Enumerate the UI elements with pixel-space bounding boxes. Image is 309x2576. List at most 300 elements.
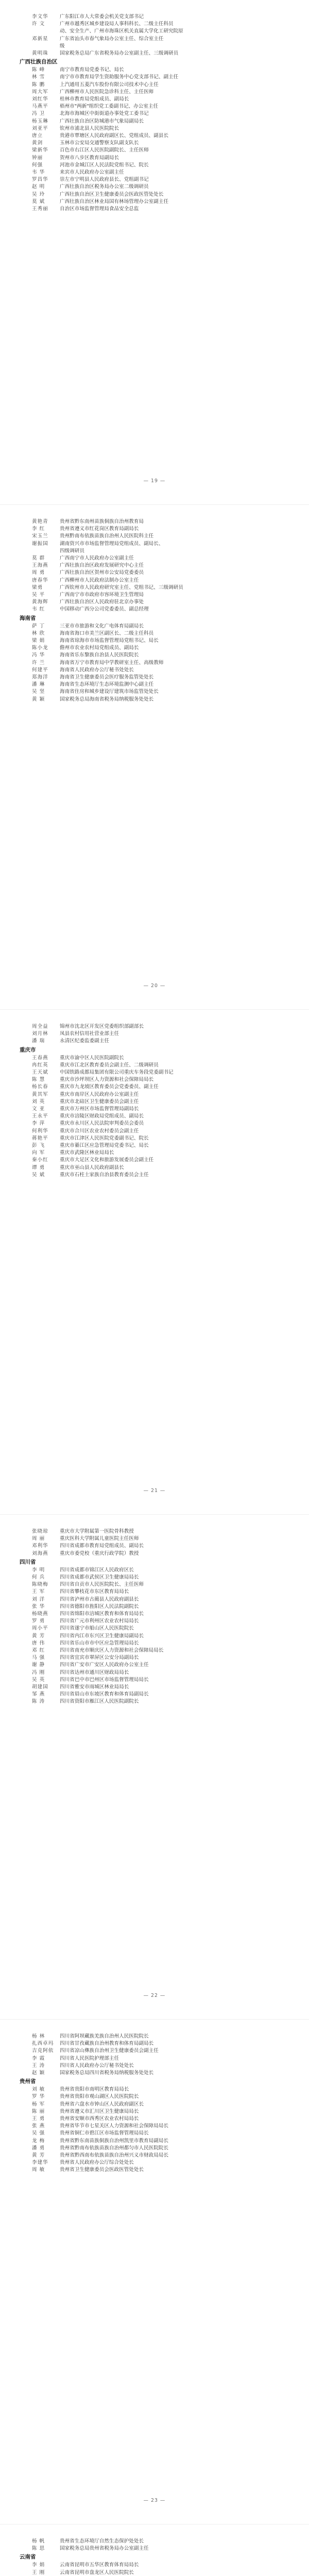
person-title: 海南省乐东黎族自治县人民医院院长 — [60, 652, 139, 658]
person-name: 许 文 — [32, 21, 45, 27]
person-title: 广西壮族自治区人民政府驻北京办事处 — [60, 599, 144, 605]
person-title: 贵州省铜仁市碧江区市场监督管理局局长 — [60, 2130, 149, 2137]
person-title: 贵港市覃塘区人民政府副区长、党组成员、副县长 — [60, 133, 169, 139]
list-item — [32, 2538, 284, 2545]
list-item — [32, 1611, 284, 1618]
list-item — [32, 1172, 284, 1179]
person-title: 贵州省贵阳市南明区教育局局长 — [60, 2087, 129, 2093]
person-title: 四川省阿坝藏族羌族自治州人民医院院长 — [60, 2033, 149, 2039]
person-name: 李建华 — [32, 2160, 48, 2166]
list-item — [32, 1633, 284, 1640]
list-item — [32, 74, 284, 81]
person-name: 周 丽 — [32, 1536, 45, 1542]
person-name: 李 萍 — [32, 1121, 45, 1127]
list-item — [32, 2040, 284, 2047]
person-name: 谢 静 — [32, 1662, 45, 1668]
person-title: 四川省资阳市雁江区人民医院副院长 — [60, 1699, 139, 1705]
person-title: 贵州省毕节市七星关区人力资源和社会保障局局长 — [60, 2123, 169, 2129]
list-item — [32, 1069, 284, 1076]
list-item — [32, 2101, 284, 2108]
list-item — [32, 198, 284, 206]
person-title: 重庆市九龙坡区教育委员会党委委员、副主任 — [60, 1084, 159, 1090]
person-title: 四川省内江市东兴区卫生健康局副局长 — [60, 1633, 144, 1639]
person-title: 锦州市沈北区开发区党委组织部副部长 — [60, 1024, 144, 1029]
person-title: 钦州市浦北县人民医院院长 — [60, 125, 119, 131]
person-title: 广西壮族自治区贺州市公安局党委委员 — [60, 570, 144, 576]
list-item — [32, 1164, 284, 1172]
person-name: 吴 玲 — [32, 191, 45, 197]
list-item — [32, 562, 284, 569]
person-title: 北海市海城区中街街道办事处党工委书记 — [60, 111, 149, 117]
person-name: 钟丽 — [32, 155, 43, 161]
list-item — [32, 606, 284, 613]
person-name: 黄 芳 — [32, 1633, 45, 1639]
page-content — [20, 2033, 284, 2174]
person-name: 杨 林 — [32, 2033, 45, 2039]
person-title: 广西壮族自治区林业局国有林场管理办公室副主任 — [60, 198, 169, 205]
person-name: 邓新星 — [32, 36, 48, 42]
page-number: — 20 — — [143, 983, 166, 989]
entry-continuation — [32, 43, 284, 50]
person-title: 广西壮族自治区政府发展研究中心主任 — [60, 563, 144, 569]
person-name: 吴 平 — [32, 592, 45, 598]
person-name: 刘红华 — [32, 96, 48, 103]
list-item — [32, 36, 284, 43]
person-name: 胡建国 — [32, 1684, 48, 1690]
person-name: 宋玉兰 — [32, 533, 48, 539]
person-name: 罗 华 — [32, 2094, 45, 2100]
person-name: 韦 红 — [32, 606, 45, 613]
person-title: 贵州省黔东南州苗族侗族自治州教育局 — [60, 519, 144, 524]
person-title: 上汽通用五菱汽车股份有限公司技术中心主任 — [60, 81, 159, 88]
person-name: 周 勇 — [32, 570, 45, 576]
document-page — [0, 1010, 309, 1515]
person-name: 韦 华 — [32, 170, 45, 176]
list-item — [32, 191, 284, 198]
person-name: 冯 华 — [32, 652, 45, 658]
person-title: 贵州省遵义市红花岗区教育局副局长 — [60, 526, 139, 532]
list-item — [32, 1083, 284, 1091]
list-item — [32, 518, 284, 526]
person-title: 四川省遂宁市船山区人民医院院长 — [60, 1625, 134, 1632]
person-name: 罗 勇 — [32, 1618, 45, 1624]
person-name: 文 亚 — [32, 1106, 45, 1112]
list-item — [32, 1567, 284, 1574]
list-item — [32, 81, 284, 89]
list-item — [32, 577, 284, 584]
list-item — [32, 1038, 284, 1045]
list-item — [32, 696, 284, 703]
person-name: 蒋艳平 — [32, 1135, 48, 1141]
page-content — [20, 1528, 284, 1706]
person-name: 陈 思 — [32, 2546, 45, 2552]
list-item — [32, 2055, 284, 2062]
person-title: 贵州黔南布依族苗族自治州人民医院科主任 — [60, 533, 154, 539]
person-name: 杨长春 — [32, 1084, 48, 1090]
list-item — [32, 533, 284, 540]
person-name: 罗昌华 — [32, 177, 48, 183]
person-name: 陈 峰 — [32, 67, 45, 73]
list-item — [32, 2159, 284, 2166]
person-title: 贵州省贵阳市观山湖区人民医院院长 — [60, 2094, 139, 2100]
list-item — [32, 125, 284, 132]
document-page — [0, 1515, 309, 2020]
person-title: 湖南资兴市市场监督管理局党组成员、副局长、 — [60, 540, 164, 547]
list-item — [32, 2086, 284, 2093]
list-item — [32, 637, 284, 645]
person-title: 重庆市万州区市场监督管理局副局长 — [60, 1106, 139, 1112]
list-item — [32, 526, 284, 533]
list-item — [32, 1113, 284, 1120]
list-item — [32, 1684, 284, 1691]
person-title: 海南省卫生健康委员会医疗服务监管处处长 — [60, 674, 154, 681]
person-name: 刘海燕 — [32, 1550, 48, 1556]
page-content — [20, 1023, 284, 1179]
person-name: 冯 卫 — [32, 111, 45, 117]
person-title: 广西壮族自治区税务局办公室二级调研员 — [60, 184, 149, 190]
region-heading: 云南省 — [20, 2554, 36, 2561]
person-title: 广西壮族自治区防城港市气象局副局长 — [60, 118, 144, 124]
person-title: 广西钦州市人民政府研究室主任、党组书记、三级调研员 — [60, 584, 183, 590]
person-name: 杨晓燕 — [32, 1611, 48, 1617]
person-title: 中国移动广西分公司党委委员、副总经理 — [60, 606, 149, 613]
person-name: 萨 丁 — [32, 623, 45, 629]
person-name: 黄海辉 — [32, 599, 48, 605]
person-name: 吉克阿依 — [32, 2048, 54, 2054]
person-name: 陈 涛 — [32, 1699, 45, 1705]
person-title: 四川省自贡市人民医院院长、主任医师 — [60, 1582, 144, 1588]
person-name: 刘亚平 — [32, 125, 48, 131]
person-name: 王海燕 — [32, 563, 48, 569]
list-item — [32, 1691, 284, 1698]
person-name: 陈 慧 — [32, 1077, 45, 1083]
person-title: 重庆市大学附属第一医院骨科教授 — [60, 1529, 134, 1534]
list-item — [32, 1128, 284, 1135]
person-title: 贵州省生态环境厅自然生态保护处处长 — [60, 2538, 144, 2544]
person-title: 云南省昆明市五华区教育体育局局长 — [60, 2562, 139, 2568]
person-name: 黄艳青 — [32, 519, 48, 524]
person-title: 三亚市市旅游和文化广电体育局副局长 — [60, 623, 144, 629]
list-item — [32, 169, 284, 176]
person-name: 赵 明 — [32, 184, 45, 190]
person-name: 周大军 — [32, 89, 48, 95]
person-title: 贺州市八步区教育局副局长 — [60, 155, 119, 161]
list-item — [32, 555, 284, 562]
person-name: 李 霞 — [32, 2055, 45, 2061]
person-title: 四川省乐山市市中区应急管理局局长 — [60, 1640, 139, 1646]
list-item — [32, 2130, 284, 2137]
person-name: 王永平 — [32, 1113, 48, 1120]
person-name: 何强 — [32, 162, 43, 168]
person-title: 重庆市委党校（重庆行政学院）教授 — [60, 1550, 139, 1556]
person-title: 广西柳州市人民医院急诊科主任、主任医师 — [60, 89, 154, 95]
person-title: 重庆医科大学附属儿童医院主任医师 — [60, 1536, 139, 1542]
entry-continuation — [32, 548, 284, 555]
list-item — [32, 1647, 284, 1654]
list-item — [32, 652, 284, 659]
person-title: 四川省人民政府办公厅秘书处处长 — [60, 2062, 134, 2069]
person-name: 杨玉琳 — [32, 118, 48, 124]
person-name: 吴 斌 — [32, 1172, 45, 1178]
list-item — [32, 66, 284, 74]
person-title: 海南省万宁市教育局中学教研室主任、高级教师 — [60, 659, 164, 666]
list-item — [32, 96, 284, 103]
list-item — [32, 688, 284, 696]
region-heading: 重庆市 — [20, 1046, 36, 1053]
person-title: 桂林市教育局党组成员、副局长 — [60, 96, 129, 103]
list-item — [32, 674, 284, 681]
person-title: 南宁市教育局党委书记、局长 — [60, 67, 124, 73]
person-title: 重庆市巫山县人民政府副县长 — [60, 1164, 124, 1171]
list-item — [32, 1543, 284, 1550]
person-title: 国家税务总局海南省税务局纳税服务处处长 — [60, 696, 154, 702]
person-title: 贵州省黔南布依族苗族自治州都匀市人民医院院长 — [60, 2145, 169, 2151]
person-title: 重庆市江津区人民医院党委副书记、院长 — [60, 1135, 149, 1141]
person-title: 南宁市市教育局学生资助服务中心党支部书记、副主任 — [60, 74, 179, 80]
person-name: 王秀丽 — [32, 206, 48, 212]
person-name: 谢振国 — [32, 540, 48, 547]
person-name: 冉红英 — [32, 1062, 48, 1068]
list-item — [32, 2569, 284, 2576]
list-item — [32, 1091, 284, 1098]
person-name: 林 雪 — [32, 74, 45, 80]
list-item — [32, 591, 284, 599]
page-content — [20, 13, 284, 213]
person-name: 王天斌 — [32, 1070, 48, 1076]
person-title: 重庆市大足区文化和旅游发展委员会副主任 — [60, 1157, 154, 1163]
person-name: 李 明 — [32, 1567, 45, 1573]
list-item — [32, 103, 284, 110]
list-item — [32, 183, 284, 191]
person-title: 四川省甘孜藏族自治州教育和体育局副局长 — [60, 2041, 154, 2047]
person-title: 贵州省黔西南布依族苗族自治州兴义市财政局局长 — [60, 2153, 169, 2159]
list-item — [32, 630, 284, 637]
person-title: 自治区市场监督管理局食品安全总监 — [60, 206, 139, 212]
list-item — [32, 2138, 284, 2145]
person-name: 邓 红 — [32, 1648, 45, 1654]
person-title: 四级调研员 — [60, 548, 84, 554]
person-name: 周小平 — [32, 1625, 48, 1632]
list-item — [32, 1106, 284, 1113]
person-name: 张 燕 — [32, 2123, 45, 2129]
person-title: 崇左市宁明县人民政府县长、党组副书记 — [60, 177, 149, 183]
person-title: 重庆市合川区农业农村委员会副主任 — [60, 1128, 139, 1134]
list-item — [32, 1596, 284, 1603]
list-item — [32, 540, 284, 548]
list-item — [32, 1076, 284, 1083]
person-title: 重庆市永川区人民法院审判委员会委员 — [60, 1121, 144, 1127]
person-title: 百色市右江区人民医院副院长、主任医师 — [60, 147, 149, 154]
person-title: 四川省人民医院护理部主任 — [60, 2055, 119, 2061]
person-title: 四川省雅安市雨城区林业局局长 — [60, 1684, 129, 1690]
list-item — [32, 2033, 284, 2040]
person-name: 梁勇 — [32, 584, 43, 590]
person-name: 何建平 — [32, 667, 48, 673]
person-name: 潘 琳 — [32, 682, 45, 688]
person-name: 冯 刚 — [32, 1669, 45, 1675]
entry-continuation — [32, 28, 284, 35]
person-title: 凤县农村信用社营业部主任 — [60, 1031, 119, 1037]
person-title: 四川省巴中市巴州区市场监督管理局局长 — [60, 1676, 149, 1683]
page-content — [20, 2538, 284, 2576]
person-title: 贵州省安顺市西秀区农业农村局局长 — [60, 2116, 139, 2122]
person-title: 国家税务总局广东省税务局办公室副主任、三级调研员 — [60, 50, 179, 57]
person-title: 四川省达州市通川区财政局局长 — [60, 1669, 129, 1675]
person-name: 王 勇 — [32, 2116, 45, 2122]
list-item — [32, 89, 284, 96]
person-name: 吴 强 — [32, 2130, 45, 2137]
list-item — [32, 2093, 284, 2100]
list-item — [32, 584, 284, 591]
list-item — [32, 1669, 284, 1676]
person-name: 何利华 — [32, 1128, 48, 1134]
person-title: 重庆市涪陵区财政局党组成员、副局长 — [60, 1113, 144, 1120]
list-item — [32, 147, 284, 154]
person-title: 玉林市公安局交通警察支队副支队长 — [60, 140, 139, 146]
person-title: 贵州省卫生健康委员会医政医管处处长 — [60, 2167, 144, 2173]
person-name: 李 娟 — [32, 2562, 45, 2568]
region-heading: 海南省 — [20, 615, 36, 621]
list-item — [32, 2123, 284, 2130]
person-name: 刘月林 — [32, 1031, 48, 1037]
person-title: 国家税务总局四川省税务局纳税服务处处长 — [60, 2070, 154, 2076]
page-number: — 21 — — [143, 1488, 166, 1494]
person-title: 海南省琼海市市场监督管理局党组书记、局长 — [60, 638, 159, 644]
person-title: 来宾市人民政府办公室副主任 — [60, 170, 124, 176]
person-name: 林 欣 — [32, 630, 45, 636]
list-item — [32, 21, 284, 28]
list-item — [32, 2047, 284, 2055]
list-item — [32, 1149, 284, 1157]
person-title: 贵州省人民政府办公厅综合处处长 — [60, 2160, 134, 2166]
person-name: 许 兰 — [32, 659, 45, 666]
document-page — [0, 505, 309, 1010]
person-name: 潘 瑞 — [32, 1038, 45, 1044]
list-item — [32, 1625, 284, 1632]
person-title: 广西南宁市市政府市容环境卫生管理局 — [60, 592, 144, 598]
list-item — [32, 1574, 284, 1581]
person-name: 黄 芳 — [32, 2153, 45, 2159]
list-item — [32, 2152, 284, 2159]
person-title: 重庆市綦江区应急管理局党委书记、局长 — [60, 1143, 149, 1149]
person-name: 龙 梅 — [32, 2138, 45, 2144]
person-name: 梁 娟 — [32, 638, 45, 644]
person-name: 向 军 — [32, 1150, 45, 1156]
list-item — [32, 1098, 284, 1106]
person-name: 秦小红 — [32, 1157, 48, 1163]
person-title: 河池市金城江区人民法院党组书记、院长 — [60, 162, 149, 168]
list-item — [32, 1588, 284, 1596]
person-name: 唐春华 — [32, 577, 48, 583]
list-item — [32, 1157, 284, 1164]
person-title: 四川省成都市锦江区人民政府区长 — [60, 1567, 134, 1573]
person-title: 贵州省遵义市汇川区卫生健康局局长 — [60, 2108, 139, 2114]
person-name: 黄明珠 — [32, 50, 48, 57]
person-title: 海南省住房和城乡建设厅建筑市场监管处处长 — [60, 689, 159, 695]
list-item — [32, 118, 284, 125]
list-item — [32, 50, 284, 57]
person-name: 黄 颖 — [32, 696, 45, 702]
person-name: 王 刚 — [32, 2569, 45, 2575]
list-item — [32, 1618, 284, 1625]
list-item — [32, 623, 284, 630]
list-item — [32, 645, 284, 652]
person-name: 陈 鹏 — [32, 81, 45, 88]
person-title: 四川省德阳市旌阳区人民法院副院长 — [60, 1603, 139, 1609]
person-title: 四川省眉山市东坡区教育和体育局副局长 — [60, 1691, 149, 1698]
list-item — [32, 1662, 284, 1669]
list-item — [32, 2545, 284, 2552]
list-item — [32, 1640, 284, 1647]
person-title: 广东阳江市人大常委会机关党支部书记 — [60, 14, 144, 20]
person-title: 四川省泸州市古蔺县人民政府副县长 — [60, 1596, 139, 1602]
region-heading: 四川省 — [20, 1558, 36, 1565]
list-item — [32, 13, 284, 21]
person-title: 重庆市南岸区人民政府办公室副主任 — [60, 1091, 139, 1097]
person-name: 吴 英 — [32, 1676, 45, 1683]
person-title: 重庆市江北区教育委员会副主任、二级调研员 — [60, 1062, 159, 1068]
person-name: 张晓琼 — [32, 1529, 48, 1534]
person-title: 四川省攀枝花市东区教育局局长 — [60, 1589, 129, 1595]
person-name: 陈晓梅 — [32, 1582, 48, 1588]
list-item — [32, 2562, 284, 2569]
region-heading: 贵州省 — [20, 2078, 36, 2085]
person-title: 云南省昆明市盘龙区人民医院院长 — [60, 2569, 134, 2575]
person-name: 李文华 — [32, 14, 48, 20]
list-item — [32, 2145, 284, 2152]
person-name: 刘 洋 — [32, 1596, 45, 1602]
list-item — [32, 1062, 284, 1069]
list-item — [32, 667, 284, 674]
person-name: 郑海洋 — [32, 674, 48, 681]
person-title: 广西南宁市人民政府办公室副主任 — [60, 555, 134, 562]
person-title: 贵州省六盘水市钟山区人民政府副区长 — [60, 2101, 144, 2107]
person-title: 国家税务总局贵州省税务局办公室副主任 — [60, 2546, 149, 2552]
person-title: 重庆市北碚区卫生健康委员会副主任 — [60, 1098, 139, 1105]
page-number: — 22 — — [143, 1993, 166, 1998]
list-item — [32, 1135, 284, 1142]
person-title: 海南省人民政府办公厅秘书处处长 — [60, 667, 134, 673]
person-name: 莫 斌 — [32, 198, 45, 205]
list-item — [32, 1676, 284, 1684]
list-item — [32, 599, 284, 606]
person-name: 马燕平 — [32, 104, 48, 110]
person-name: 黄剑 — [32, 140, 43, 146]
person-name: 王 涛 — [32, 2062, 45, 2069]
list-item — [32, 155, 284, 162]
person-name: 陈 丽 — [32, 2108, 45, 2114]
person-name: 杨 帆 — [32, 2538, 45, 2544]
list-item — [32, 2062, 284, 2070]
person-title: 儋州市农业农村局党组成员、副局长 — [60, 645, 139, 651]
person-name: 李 红 — [32, 526, 45, 532]
person-name: 张 华 — [32, 1603, 45, 1609]
person-title: 四川省绵阳市涪城区教育和体育局局长 — [60, 1611, 144, 1617]
person-name: 周 敏 — [32, 2167, 45, 2173]
document-page — [0, 2020, 309, 2524]
person-title: 重庆市武隆区林业局局长 — [60, 1150, 114, 1156]
list-item — [32, 569, 284, 577]
person-name: 彭 飞 — [32, 1143, 45, 1149]
person-title: 广东省汕头市春气象局办公室主任、综合室主任 — [60, 36, 164, 42]
person-title: 四川省成都市武侯区卫生健康局局长 — [60, 1574, 139, 1581]
person-name: 何 兵 — [32, 1574, 45, 1581]
list-item — [32, 681, 284, 688]
person-title: 四川省广安市广安区人民政府办公室主任 — [60, 1662, 149, 1668]
list-item — [32, 2115, 284, 2123]
person-name: 谭 勇 — [32, 1164, 45, 1171]
page-content — [20, 518, 284, 703]
